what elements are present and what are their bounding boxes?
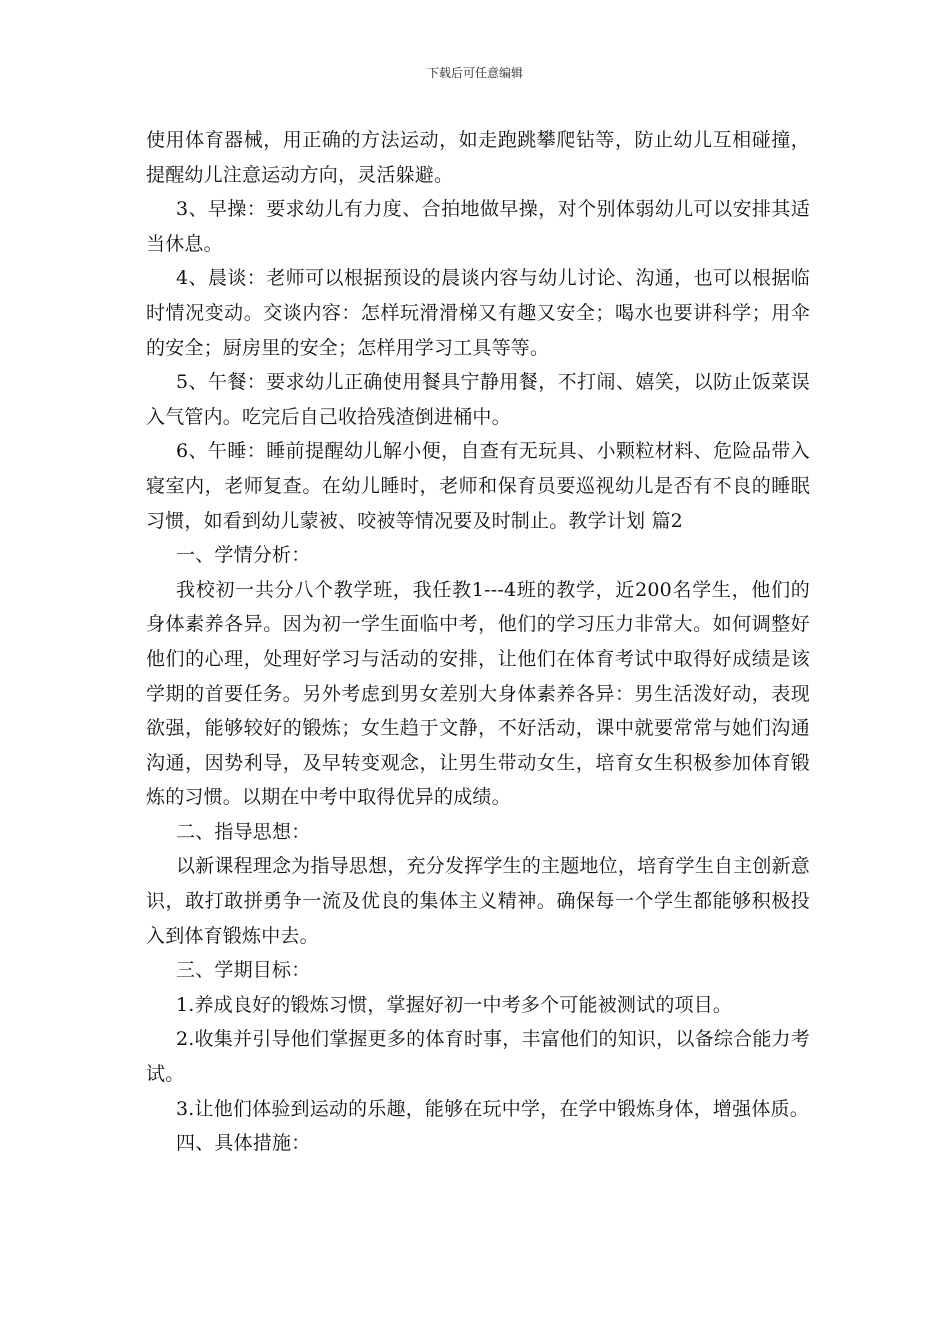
goal-item-1: 1.养成良好的锻炼习惯，掌握好初一中考多个可能被测试的项目。 xyxy=(176,993,733,1016)
document-body xyxy=(146,123,810,1161)
heading-semester-goals: 三、学期目标： xyxy=(176,959,311,982)
paragraph-student-analysis: 我校初一共分八个教学班，我任教1---4班的教学，近200名学生，他们的身体素养各异。因为初一学生面临中考，他们的学习压力非常大。如何调整好他们的心理，处理好学习与活动的安排，让他们在体育考试中取得好成绩是该学期的首要任务。另外考虑到男女差别大身体素养各异：男生活泼好动，表现欲强，能够较好的锻炼；女生趋于文静，不好活动，课中就要常常与她们沟通沟通，因势利导，及早转变观念，让男生带动女生，培育女生积极参加体育锻炼的习惯。以期在中考中取得优异的成绩。 xyxy=(146,578,810,809)
goal-item-2: 2.收集并引导他们掌握更多的体育时事，丰富他们的知识，以备综合能力考试。 xyxy=(146,1028,810,1086)
heading-student-analysis: 一、学情分析： xyxy=(176,544,311,567)
heading-guiding-idea: 二、指导思想： xyxy=(176,820,311,843)
paragraph-nap: 6、午睡：睡前提醒幼儿解小便，自查有无玩具、小颗粒材料、危险品带入寝室内，老师复查。在幼儿睡时，老师和保育员要巡视幼儿是否有不良的睡眠习惯，如看到幼儿蒙被、咬被等情况要及时制止。教学计划 篇2 xyxy=(146,440,810,532)
goal-item-3: 3.让他们体验到运动的乐趣，能够在玩中学，在学中锻炼身体，增强体质。 xyxy=(176,1097,809,1120)
paragraph-equipment: 使用体育器械，用正确的方法运动，如走跑跳攀爬钻等，防止幼儿互相碰撞，提醒幼儿注意运动方向，灵活躲避。 xyxy=(146,129,810,186)
paragraph-morning-exercise: 3、早操：要求幼儿有力度、合拍地做早操，对个别体弱幼儿可以安排其适当休息。 xyxy=(146,198,810,255)
paragraph-lunch: 5、午餐：要求幼儿正确使用餐具宁静用餐，不打闹、嬉笑，以防止饭菜误入气管内。吃完后自己收拾残渣倒进桶中。 xyxy=(146,371,810,428)
page-header-note: 下载后可任意编辑 xyxy=(426,66,523,80)
heading-specific-measures: 四、具体措施： xyxy=(176,1132,311,1155)
paragraph-morning-talk: 4、晨谈：老师可以根据预设的晨谈内容与幼儿讨论、沟通，也可以根据临时情况变动。交谈内容：怎样玩滑滑梯又有趣又安全；喝水也要讲科学；用伞的安全；厨房里的安全；怎样用学习工具等等。 xyxy=(146,267,810,359)
paragraph-guiding-idea: 以新课程理念为指导思想，充分发挥学生的主题地位，培育学生自主创新意识，敢打敢拼勇争一流及优良的集体主义精神。确保每一个学生都能够积极投入到体育锻炼中去。 xyxy=(146,855,810,947)
